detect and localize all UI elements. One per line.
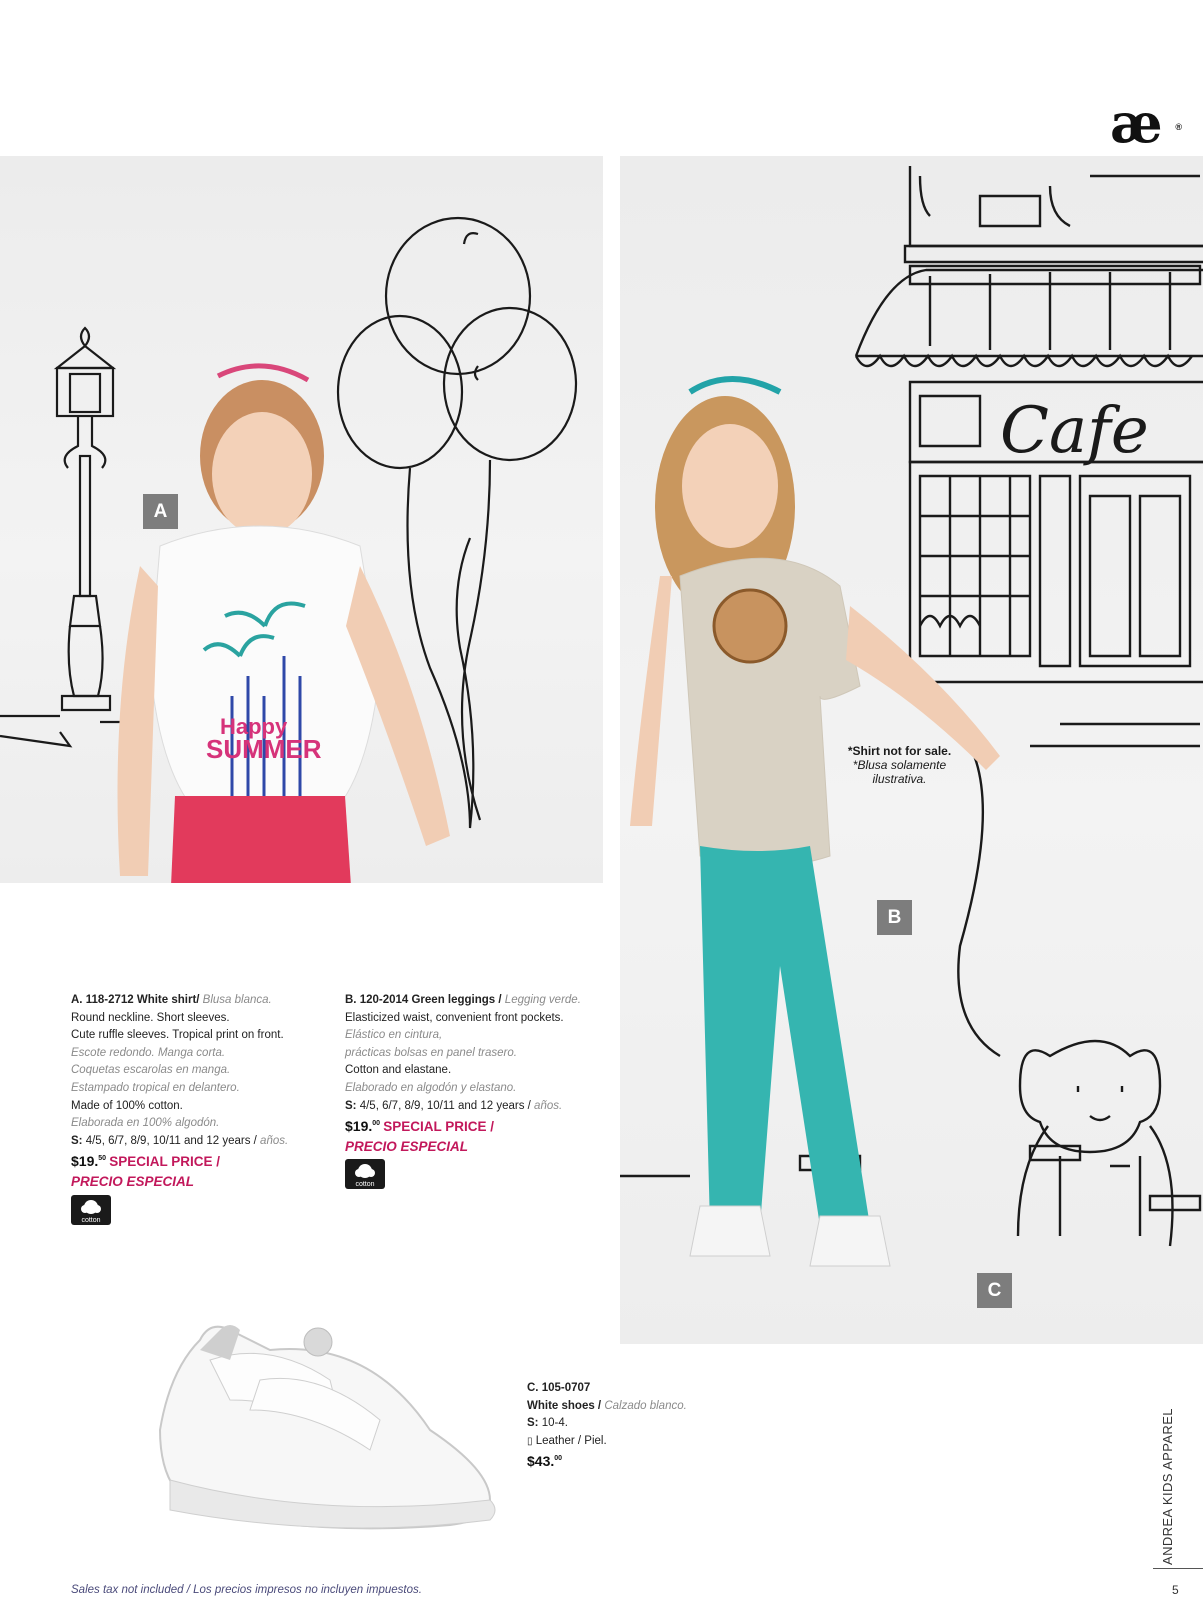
svg-text:Happy: Happy [220, 714, 288, 739]
shirt-not-for-sale-note [832, 744, 967, 786]
product-a-line-en-2: Cute ruffle sleeves. Tropical print on front. [71, 1029, 284, 1042]
badge-a: A [143, 494, 178, 529]
product-a-sizes: 4/5, 6/7, 8/9, 10/11 and 12 years / [85, 1134, 257, 1147]
registered-mark: ® [1175, 122, 1182, 132]
product-a-material-es: Elaborada en 100% algodón. [71, 1117, 220, 1130]
product-a-description [71, 992, 351, 1225]
product-b-special-price: SPECIAL PRICE / [383, 1119, 495, 1135]
product-b-material-es: Elaborado en algodón y elastano. [345, 1081, 517, 1094]
svg-text:Cafe: Cafe [1000, 394, 1149, 468]
product-a-line-es-2: Coquetas escarolas en manga. [71, 1064, 231, 1077]
cotton-seal-icon [345, 1159, 385, 1189]
product-c-title: White shoes / [527, 1399, 602, 1412]
product-a-special-price: SPECIAL PRICE / [109, 1154, 221, 1170]
product-b-description [345, 992, 635, 1189]
product-a-sizes-label: S: [71, 1134, 83, 1147]
photo-a-illustration [0, 156, 603, 883]
product-c-title-es: Calzado blanco. [604, 1399, 687, 1412]
side-divider [1153, 1568, 1203, 1569]
cotton-seal-icon [71, 1195, 111, 1225]
svg-text:SUMMER: SUMMER [206, 734, 322, 764]
photo-girl-white-shirt [0, 156, 603, 883]
product-a-title-es: Blusa blanca. [202, 994, 272, 1006]
leather-icon: ▯ [527, 1435, 533, 1447]
badge-c: C [977, 1273, 1012, 1308]
product-b-line-es-1: Elástico en cintura, [345, 1029, 443, 1042]
product-a-title: A. 118-2712 White shirt/ [71, 994, 200, 1006]
white-shoe-image [140, 1310, 510, 1535]
brand-logo [1110, 91, 1182, 155]
product-b-title: B. 120-2014 Green leggings / [345, 994, 502, 1006]
note-en: *Shirt not for sale. [847, 744, 952, 758]
note-es-line1: *Blusa solamente [852, 758, 947, 772]
product-b-title-es: Legging verde. [504, 994, 581, 1006]
product-a-line-es-1: Escote redondo. Manga corta. [71, 1046, 226, 1059]
product-c-leather: Leather / Piel. [535, 1434, 607, 1447]
product-a-line-es-3: Estampado tropical en delantero. [71, 1081, 240, 1094]
side-title: ANDREA KIDS APPAREL [1160, 1408, 1175, 1565]
product-c-sizes-label: S: [527, 1417, 539, 1430]
page-number: 5 [1172, 1583, 1179, 1597]
product-b-line-es-2: prácticas bolsas en panel trasero. [345, 1046, 517, 1059]
product-c-code: C. 105-0707 [527, 1382, 591, 1394]
product-b-line-en-1: Elasticized waist, convenient front pockets. [345, 1011, 564, 1024]
product-a-line-en-1: Round neckline. Short sleeves. [71, 1011, 230, 1024]
product-b-sizes-label: S: [345, 1099, 357, 1112]
product-c-description [527, 1380, 747, 1473]
product-a-material: Made of 100% cotton. [71, 1099, 183, 1112]
product-a-sizes-es: años. [260, 1134, 289, 1147]
product-b-price: $19.00 [345, 1118, 381, 1135]
svg-text:cotton: cotton [81, 1216, 101, 1224]
logo-text: æ [1110, 91, 1157, 155]
product-a-price: $19.50 [71, 1153, 107, 1170]
badge-b: B [877, 900, 912, 935]
product-a-special-price-es: PRECIO ESPECIAL [71, 1173, 195, 1189]
product-b-sizes-es: años. [534, 1099, 563, 1112]
note-es-line2: ilustrativa. [872, 772, 927, 786]
product-b-sizes: 4/5, 6/7, 8/9, 10/11 and 12 years / [359, 1099, 531, 1112]
svg-text:cotton: cotton [355, 1181, 375, 1189]
side-title-container [1160, 1408, 1180, 1565]
product-c-sizes: 10-4. [541, 1417, 568, 1430]
product-c-price: $43.00 [527, 1453, 563, 1470]
product-b-special-price-es: PRECIO ESPECIAL [345, 1138, 469, 1154]
product-b-material: Cotton and elastane. [345, 1064, 452, 1077]
photo-girl-leggings [620, 156, 1203, 1344]
footer-tax-note: Sales tax not included / Los precios impresos no incluyen impuestos. [71, 1584, 422, 1596]
